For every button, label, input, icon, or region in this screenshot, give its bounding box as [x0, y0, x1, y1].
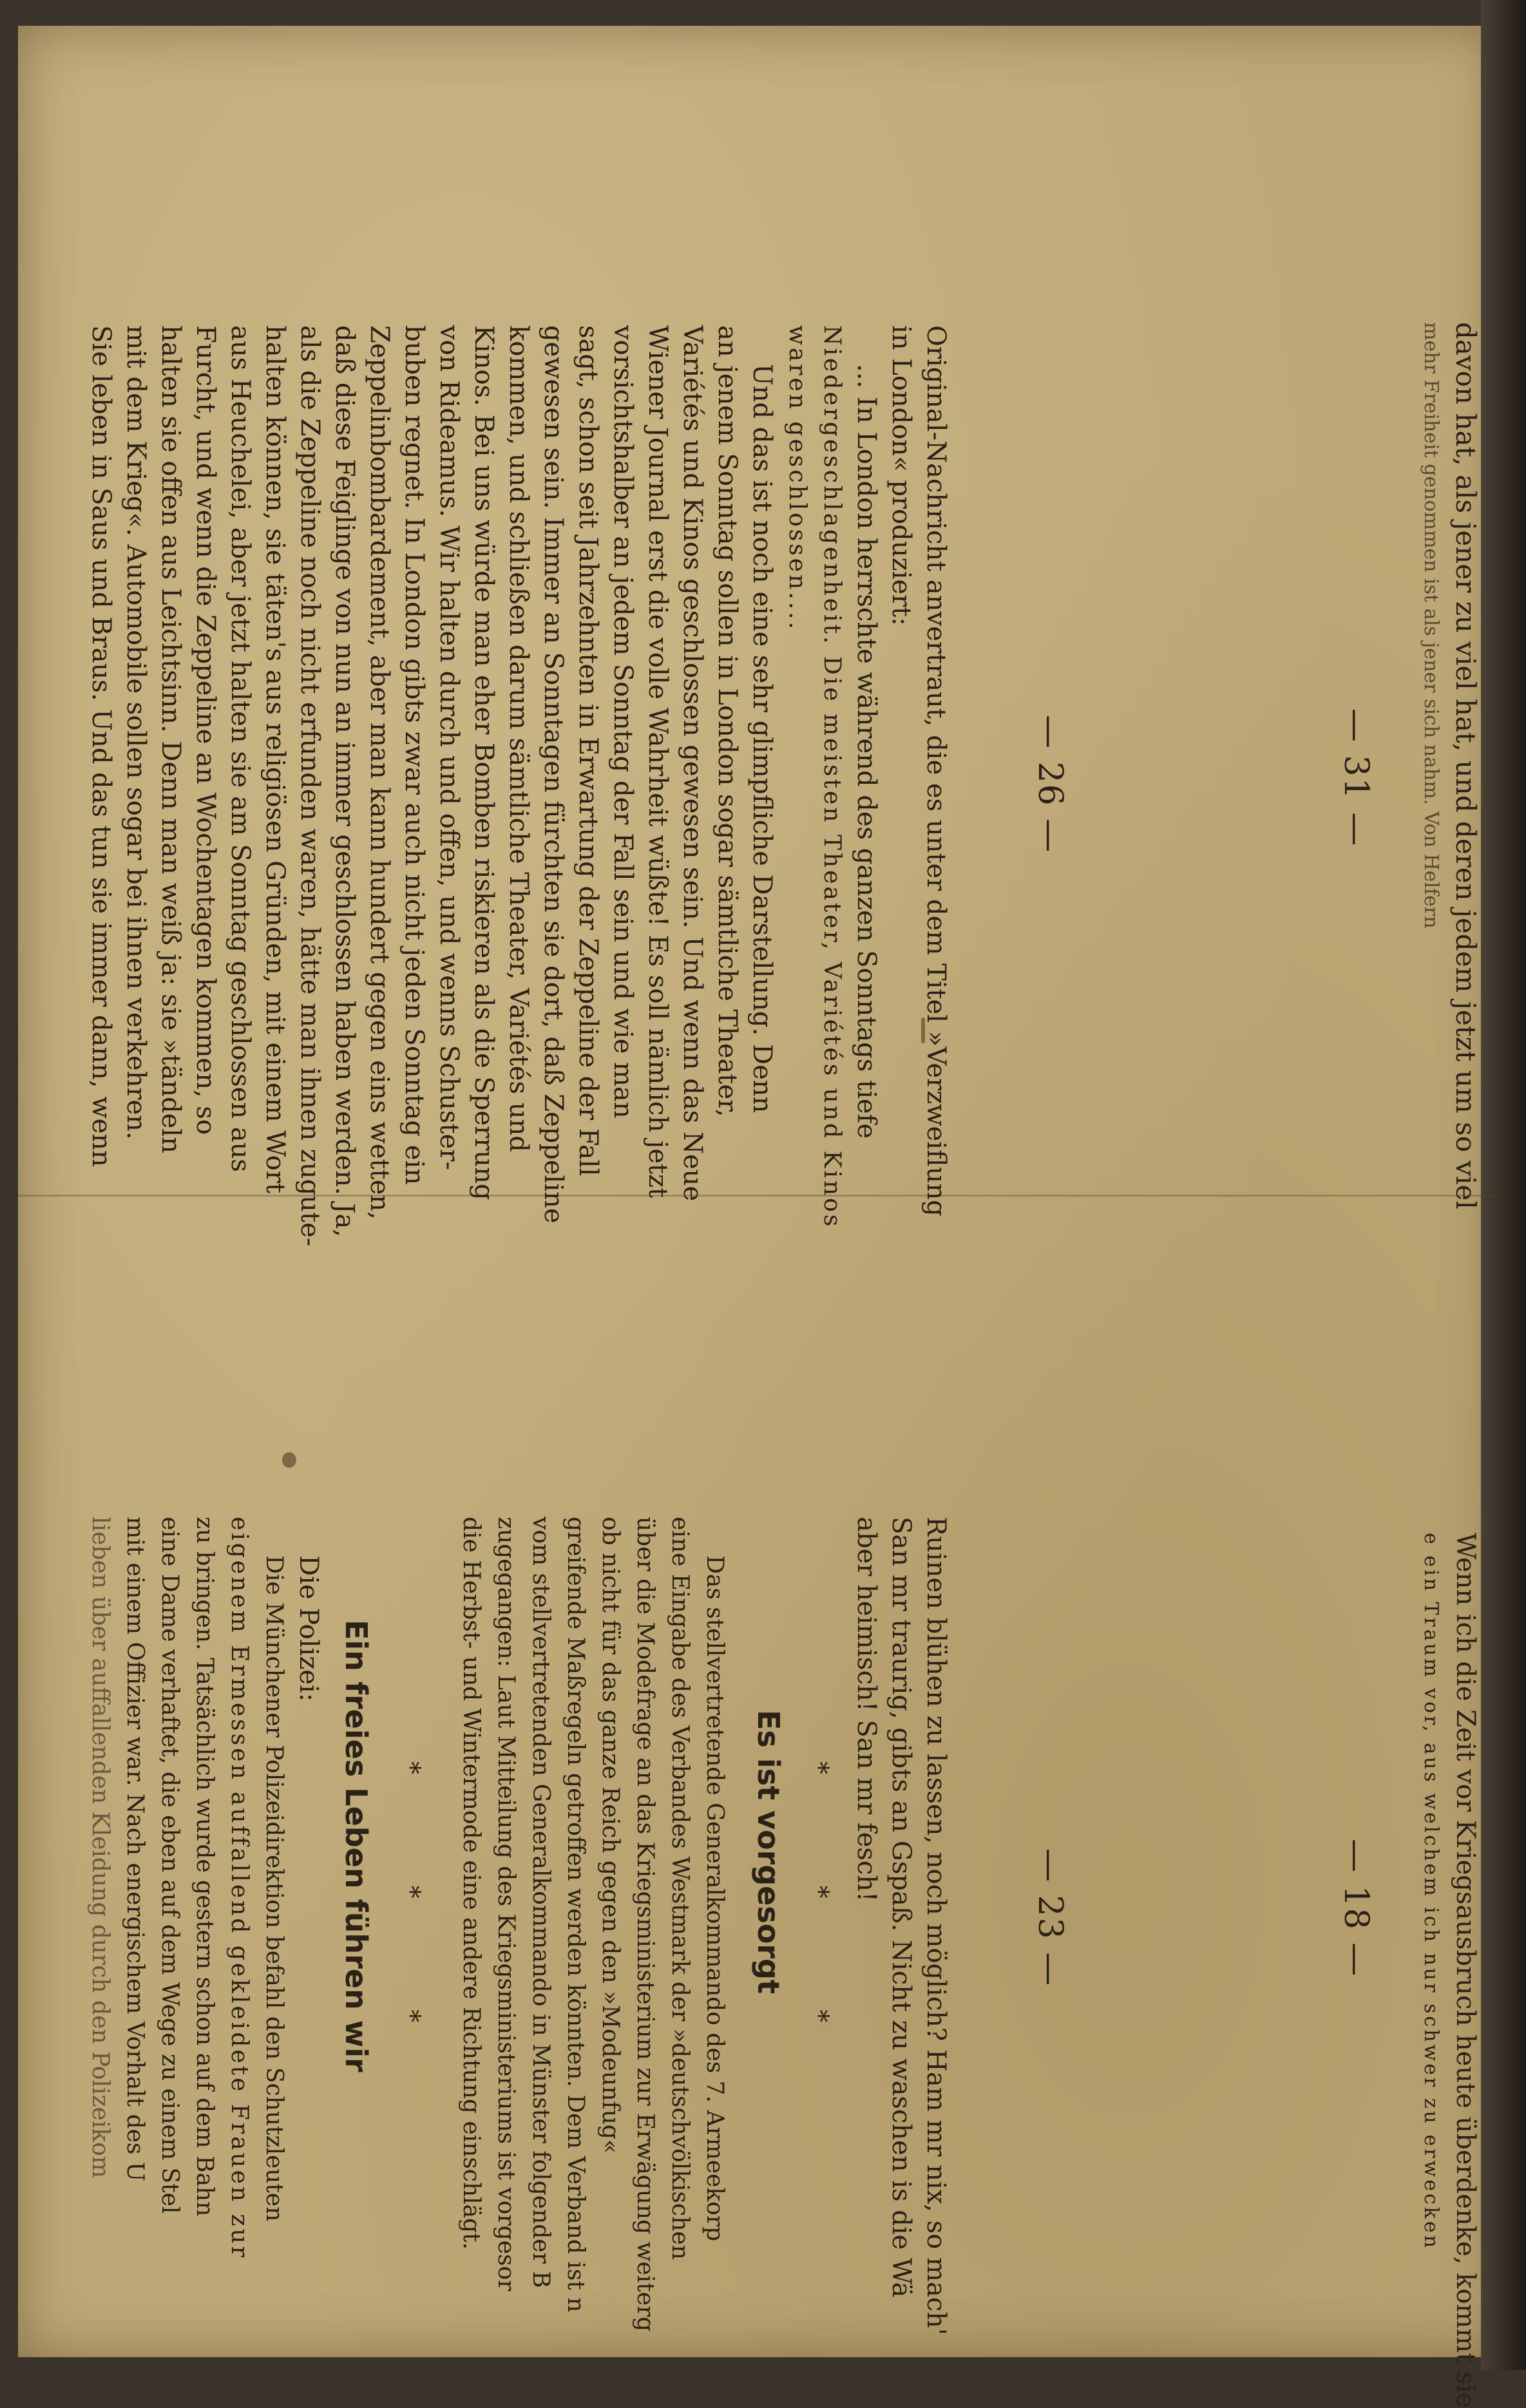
text-line: Zeppelinbombardement, aber man kann hundert gegen eins wetten, — [365, 325, 394, 1220]
text-line: Die Münchener Polizeidirektion befahl den Schutzleuten — [261, 1555, 287, 2222]
text-line: die Herbst- und Wintermode eine andere Richtung einschlägt. — [458, 1517, 484, 2250]
text-line: lieben über auffallenden Kleidung durch den Polizeikom — [87, 1517, 113, 2178]
strip-line: davon hat, als jener zu viel hat, und deren jedem jetzt um so viel — [1450, 322, 1482, 1209]
text-line: zugegangen: Laut Mitteilung des Kriegsministeriums ist vorgesor — [493, 1517, 519, 2291]
ink-stain — [282, 1452, 296, 1468]
left-column — [84, 325, 953, 1246]
strip-line: mehr Freiheit genommen ist als jener sich nahm. Von Helfern — [1420, 322, 1442, 929]
page-number: — 31 — — [1337, 708, 1375, 848]
text-line: Die Polizei: — [294, 1555, 323, 1702]
text-line: waren geschlossen.... — [784, 325, 810, 632]
text-line: als die Zeppeline noch nicht erfunden waren, hätte man ihnen zugute- — [295, 325, 325, 1247]
text-line: Niedergeschlagenheit. Die meisten Theater, Variétés und Kinos — [819, 325, 845, 1229]
text-line: an jenem Sonntag sollen in London sogar sämtliche Theater, — [712, 325, 742, 1117]
text-line: mit dem Krieg«. Automobile sollen sogar bei ihnen verkehren. — [121, 325, 151, 1140]
text-line: Ruinen blühen zu lassen, noch möglich? Ham mr nix, so mach' — [921, 1517, 951, 2335]
text-line: eine Eingabe des Verbandes Westmark der »deutschvölkischen — [667, 1517, 693, 2260]
page-number: — 23 — — [1031, 1848, 1069, 1987]
text-line: Das stellvertretende Generalkommando des 7. Armeekorp — [701, 1555, 728, 2242]
text-line: zu bringen. Tatsächlich wurde gestern schon auf dem Bahn — [191, 1517, 218, 2217]
text-line: buben regnet. In London gibts zwar auch nicht jeden Sonntag ein — [399, 325, 429, 1185]
text-line: mit einem Offizier war. Nach energischem Vorhalt des U — [122, 1517, 148, 2182]
text-line: Und das ist noch eine sehr glimpfliche Darstellung. Denn — [747, 364, 777, 1114]
text-line: halten können, sie täten's aus religiösen Gründen, mit einem Wort — [260, 325, 290, 1193]
text-line: halten sie offen aus Leichtsinn. Denn man weiß ja: sie »tändeln — [156, 325, 186, 1153]
text-line: aber heimisch! San mr fesch! — [852, 1517, 881, 1902]
text-line: Kinos. Bei uns würde man eher Bomben riskieren als die Sperrung — [469, 325, 499, 1200]
top-strip — [1413, 322, 1483, 1209]
separator-stars: * * * — [804, 1761, 834, 2074]
text-line: vorsichtshalber an jedem Sonntag der Fall sein und wie man — [608, 325, 638, 1119]
text-line: Variétés und Kinos geschlossen gewesen sein. Und wenn das Neue — [678, 325, 707, 1202]
strip-line: Wenn ich die Zeit vor Kriegsausbruch heute überdenke, kommt sie — [1451, 1533, 1480, 2408]
text-line: aus Heuchelei, aber jetzt halten sie am Sonntag geschlossen aus — [225, 325, 255, 1172]
scanner-edge — [1481, 0, 1526, 2370]
text-line: Wiener Journal erst die volle Wahrheit wüßte! Es soll nämlich jetzt — [643, 325, 672, 1199]
text-line: daß diese Feiglinge von nun an immer geschlossen haben werden. Ja, — [330, 325, 359, 1237]
text-line: in London« produziert: — [886, 325, 916, 626]
text-line: über die Modefrage an das Kriegsministerium zur Erwägung weiterg — [632, 1517, 658, 2332]
text-line: vom stellvertretenden Generalkommando in Münster folgender B — [528, 1517, 554, 2288]
text-line: Original-Nachricht anvertraut, die es unter dem Titel »Verzweiflung — [921, 325, 951, 1217]
text-line: ob nicht für das ganze Reich gegen den »Modeunfug« — [597, 1517, 624, 2154]
text-line: ... In London herrschte während des ganzen Sonntags tiefe — [852, 364, 881, 1139]
text-line: von Rideamus. Wir halten durch und offen, und wenns Schuster- — [434, 325, 464, 1170]
text-line: gewesen sein. Immer an Sonntagen fürchten sie dort, daß Zeppeline — [539, 325, 568, 1224]
section-heading: Ein freies Leben führen wir — [339, 1620, 374, 2072]
text-line: sagt, schon seit Jahrzehnten in Erwartung der Zeppeline der Fall — [573, 325, 603, 1177]
strip-line spaced: e ein Traum vor, aus welchem ich nur schwer zu erwecken — [1420, 1533, 1442, 2251]
text-line: kommen, und schließen darum sämtliche Theater, Variétés und — [504, 325, 533, 1152]
text-line: greifende Maßregeln getroffen werden könnten. Dem Verband ist n — [562, 1517, 589, 2313]
text-line: San mr traurig, gibts an Gspaß. Nicht zu waschen is die Wä — [886, 1517, 916, 2298]
text-line: eine Dame verhaftet, die eben auf dem Wege zu einem Stel — [157, 1517, 183, 2214]
separator-stars: * * * — [396, 1761, 425, 2074]
page-number: — 26 — — [1031, 715, 1069, 854]
section-heading: Es ist vorgesorgt — [751, 1710, 786, 1994]
text-line: Sie leben in Saus und Braus. Und das tun sie immer dann, wenn — [86, 325, 116, 1167]
text-line: Furcht, und wenn die Zeppeline an Wochentagen kommen, so — [191, 325, 220, 1135]
right-column — [82, 1517, 953, 2335]
text-line: eigenem Ermessen auffallend gekleidete Frauen zur — [226, 1517, 253, 2261]
bottom-strip — [1413, 1533, 1483, 2408]
page-number: — 18 — — [1337, 1839, 1375, 1978]
